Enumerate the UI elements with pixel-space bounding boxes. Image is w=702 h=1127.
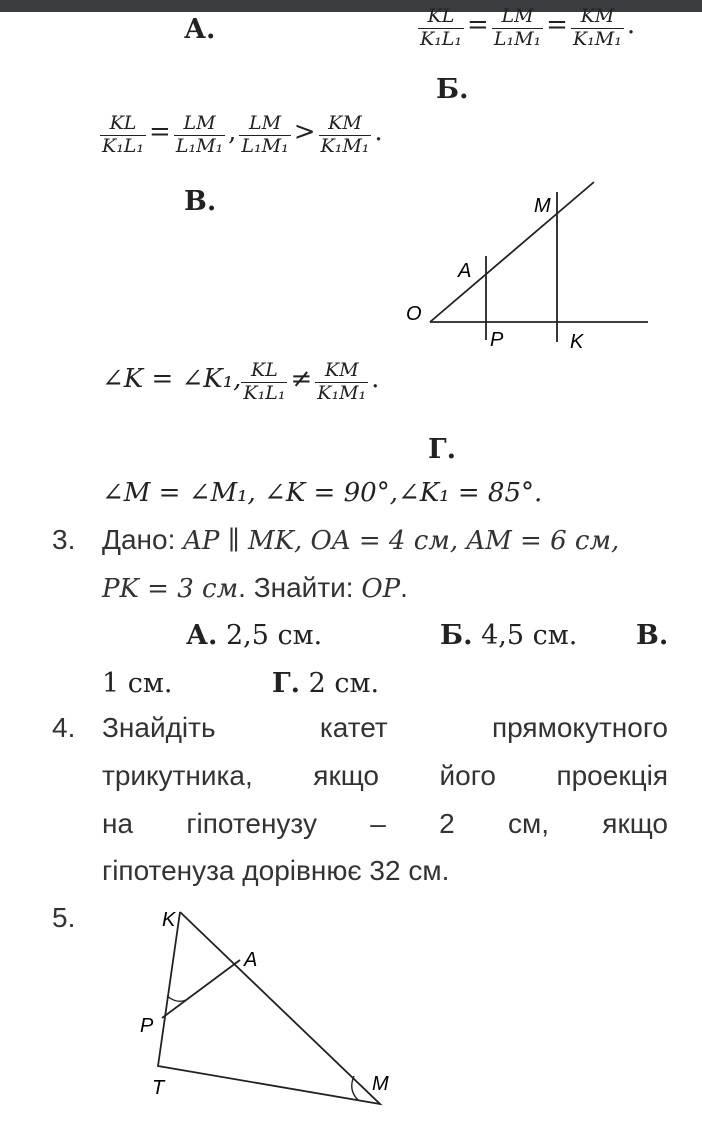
- q3-answer-v-label: В.: [636, 620, 669, 651]
- label-m: M: [534, 195, 551, 217]
- option-v-label: В.: [184, 186, 217, 217]
- label-a: A: [244, 949, 258, 971]
- label-m: M: [372, 1073, 389, 1095]
- option-g-formula: ∠M = ∠M₁, ∠K = 90°,∠K₁ = 85°.: [102, 478, 543, 508]
- q3-find: PK = 3 см. Знайти: OP.: [102, 572, 408, 604]
- label-t: T: [152, 1077, 165, 1099]
- q3-given: Дано: AP ∥ MK, OA = 4 см, AM = 6 см,: [102, 524, 620, 556]
- q3-answer-a: А. 2,5 см.: [186, 620, 323, 651]
- q3-answer-v-value: 1 см.: [102, 668, 173, 699]
- q3-answer-b: Б. 4,5 см.: [440, 620, 578, 651]
- option-g-label: Г.: [428, 434, 457, 465]
- fraction: $\frac{KL}{\text{K₁L₁}}$: [102, 112, 145, 157]
- q4-line-3: на гіпотенузу – 2 см, якщо: [102, 808, 668, 839]
- option-a-formula: $\frac{KL}{\text{K₁L₁}}$ = $\frac{LM}{\text{L₁M₁}}$ = $\frac{KM}{\text{K₁M₁}}$ .: [420, 5, 636, 50]
- q4-line-4: гіпотенуза дорівнює 32 см.: [102, 855, 450, 886]
- label-p: P: [490, 329, 504, 351]
- fraction: $\frac{KL}{\text{K₁L₁}}$: [243, 359, 286, 404]
- label-k: K: [162, 909, 176, 931]
- triangle-ktm: [158, 912, 380, 1104]
- q3-number: 3.: [52, 524, 76, 555]
- option-a-label: А.: [184, 14, 216, 45]
- label-p: P: [140, 1015, 154, 1037]
- fraction: $\frac{LM}{\text{L₁M₁}}$: [493, 5, 542, 50]
- label-a: A: [458, 260, 472, 282]
- q4-line-1: Знайдіть катет прямокутного: [102, 712, 668, 743]
- q4-line-2: трикутника, якщо його проекція: [102, 760, 668, 791]
- option-b-formula: $\frac{KL}{\text{K₁L₁}}$ = $\frac{LM}{\text{L₁M₁}}$ , $\frac{LM}{\text{L₁M₁}}$ > $\frac{KM}{\text{K₁M₁}}$ .: [102, 112, 383, 157]
- q5-number: 5.: [52, 902, 76, 933]
- fraction: $\frac{KM}{\text{K₁M₁}}$: [317, 359, 367, 404]
- fraction: $\frac{LM}{\text{L₁M₁}}$: [241, 112, 289, 157]
- label-k: K: [570, 331, 584, 353]
- fraction: $\frac{LM}{\text{L₁M₁}}$: [175, 112, 224, 157]
- figure-angle-parallel-lines: [400, 176, 660, 356]
- angle-mark-p: [167, 996, 186, 1001]
- q3-answer-g: Г. 2 см.: [272, 668, 380, 699]
- option-v-formula: ∠K = ∠K₁, $\frac{KL}{\text{K₁L₁}}$ ≠ $\frac{KM}{\text{K₁M₁}}$ .: [102, 359, 380, 404]
- fraction: $\frac{KM}{\text{K₁M₁}}$: [320, 112, 370, 157]
- label-o: O: [406, 303, 422, 325]
- figure-triangle: [140, 900, 420, 1120]
- segment-pa: [162, 960, 240, 1018]
- q4-number: 4.: [52, 712, 76, 743]
- option-b-label: Б.: [436, 74, 469, 105]
- line-om: [430, 182, 594, 322]
- fraction: $\frac{KL}{\text{K₁L₁}}$: [420, 5, 463, 50]
- fraction: $\frac{KM}{\text{K₁M₁}}$: [572, 5, 622, 50]
